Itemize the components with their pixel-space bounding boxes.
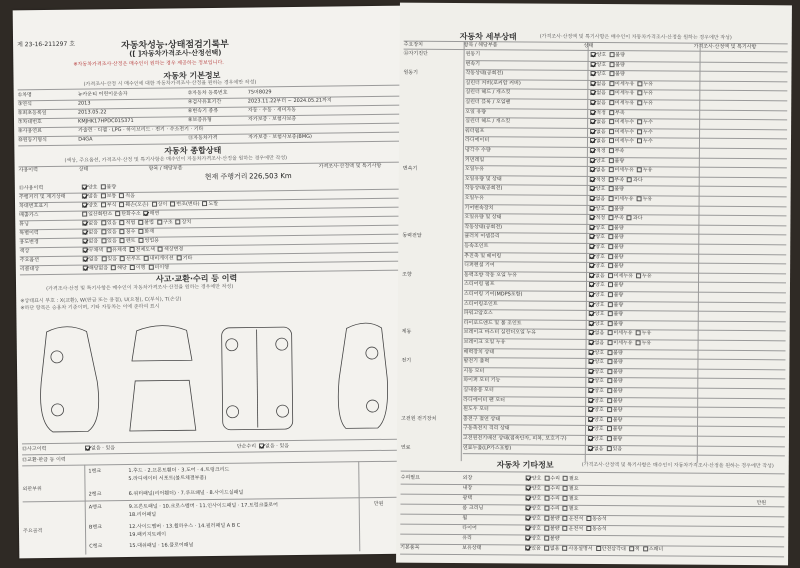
checkbox[interactable] xyxy=(101,256,106,261)
checkbox[interactable] xyxy=(608,302,613,307)
checkbox[interactable] xyxy=(590,100,595,105)
rankB-row: B랭크 12.사이드멤버 · 13.휠하우스 · 14.필러패널 A B C xyxy=(88,522,241,531)
checkbox[interactable] xyxy=(202,201,207,206)
checkbox[interactable] xyxy=(544,496,549,501)
checkbox[interactable] xyxy=(589,340,594,345)
detail-row: 구동축전지 격리 상태 양호 불량 xyxy=(462,425,623,433)
other-info-note: (가격조사·산정액 및 특기사항은 매수인이 자동차가격조사·산정을 원하는 경우에만 작성) xyxy=(581,461,774,470)
checkbox[interactable] xyxy=(590,148,595,153)
accident-title: 사고·교환·수리 등 이력 xyxy=(155,273,238,284)
checkbox[interactable] xyxy=(637,139,642,144)
rank1-row2: 5.라디에이터 서포트(볼트체결부품) xyxy=(128,475,207,483)
rankA-row: A랭크 9.프론트패널 · 10.크로스멤버 · 11.인사이드패널 · 17.트렁크플로어 xyxy=(88,502,278,511)
checkbox[interactable] xyxy=(589,292,594,297)
checkbox[interactable] xyxy=(607,321,612,326)
checkbox[interactable] xyxy=(637,81,642,86)
checkbox[interactable] xyxy=(525,496,530,501)
checkbox[interactable] xyxy=(158,247,163,252)
detail-row: 실린더 헤드 / 개스킷 없음 미세누수 누수 xyxy=(465,118,653,126)
checkbox[interactable] xyxy=(608,177,613,182)
checkbox[interactable] xyxy=(525,516,530,521)
other-unit: 만원 xyxy=(756,500,767,507)
detail-row: 스티어링조인트 양호 불량 xyxy=(463,300,624,308)
checkbox[interactable] xyxy=(589,254,594,259)
checkbox[interactable] xyxy=(590,177,595,182)
checkbox[interactable] xyxy=(609,138,614,143)
summary-row: 배출가스 일산화탄소 탄화수소 매연 xyxy=(19,210,160,219)
checkbox[interactable] xyxy=(138,238,143,243)
detail-row: 라디에이터 팬 모터 양호 불량 xyxy=(463,396,623,404)
checkbox[interactable] xyxy=(82,194,87,199)
checkbox[interactable] xyxy=(590,71,595,76)
checkbox[interactable] xyxy=(596,546,601,551)
checkbox[interactable] xyxy=(82,230,87,235)
checkbox[interactable] xyxy=(130,247,135,252)
other-info-title: 자동차 기타정보 xyxy=(496,460,554,470)
detail-row: 오일유량 및 상태 적정 부족 과다 xyxy=(464,175,643,184)
checkbox[interactable] xyxy=(608,263,613,268)
checkbox[interactable] xyxy=(589,321,594,326)
checkbox[interactable] xyxy=(637,129,642,134)
checkbox[interactable] xyxy=(588,436,593,441)
checkbox[interactable] xyxy=(607,340,612,345)
checkbox[interactable] xyxy=(157,220,162,225)
detail-row: 변속기 양호 불량 xyxy=(465,60,625,68)
frame-title: ⑬교환·판금 등 이력 xyxy=(22,456,66,464)
detail-row: 연료 연료누출(LP가스포함) 없음 있음 xyxy=(400,444,623,452)
doc-number: 제 23-16-211297 호 xyxy=(17,40,76,49)
checkbox[interactable] xyxy=(525,526,530,531)
car-left-side xyxy=(40,326,99,432)
checkbox[interactable] xyxy=(609,81,614,86)
basic-info-row: ⑦차대번호 KMJHK17HPDC015371 ⑧보증유형 자가보증 · 보험사보증 xyxy=(17,115,297,126)
checkbox[interactable] xyxy=(119,193,124,198)
car-diagram xyxy=(26,318,397,441)
other-info-row: 기본품목 보유상태 있음 없음 사용설명서 안전삼각대 잭 스패너 xyxy=(400,544,664,553)
detail-row: 실린더 헤드 / 개스킷 없음 미세누유 누유 xyxy=(465,89,654,97)
checkbox[interactable] xyxy=(608,196,613,201)
checkbox[interactable] xyxy=(637,100,642,105)
checkbox[interactable] xyxy=(608,186,613,191)
car-right-side xyxy=(337,323,388,429)
checkbox[interactable] xyxy=(144,256,149,261)
checkbox[interactable] xyxy=(590,110,595,115)
checkbox[interactable] xyxy=(608,254,613,259)
car-rear-view xyxy=(129,380,196,431)
checkbox[interactable] xyxy=(120,229,125,234)
detail-row: ⑭자기진단 원동기 양호 불량 xyxy=(403,50,625,59)
rank1-row: 1랭크 1.후드 · 2.프론트휀더 · 3.도어 · 4.트렁크리드 xyxy=(88,466,230,475)
detail-row: 기어변속장치 양호 불량 xyxy=(464,204,624,212)
checkbox[interactable] xyxy=(588,398,593,403)
checkbox[interactable] xyxy=(589,244,594,249)
detail-row: 고전원전기배선 상태(접속단자, 피복, 보호기구) 양호 불량 xyxy=(462,435,623,443)
checkbox[interactable] xyxy=(608,273,613,278)
checkbox[interactable] xyxy=(637,167,642,172)
accident-history-row: ⑫사고이력 없음 · 있음 단순수리 없음 · 있음 xyxy=(21,443,290,453)
checkbox[interactable] xyxy=(525,506,530,511)
checkbox[interactable] xyxy=(590,138,595,143)
legend: ※상태표시 부호 : X(교환), W(판금 또는 용접), U(요철), C(부식), T(손상) xyxy=(20,296,182,305)
checkbox[interactable] xyxy=(608,167,613,172)
summary-header: 사용이력 상태 항목 / 해당부품 가격조사·산정액 및 특기사항 xyxy=(18,162,382,174)
detail-row: 브레이크 오일 누유 없음 미세누유 누유 xyxy=(463,339,652,347)
checkbox[interactable] xyxy=(607,417,612,422)
checkbox[interactable] xyxy=(591,62,596,67)
checkbox[interactable] xyxy=(608,215,613,220)
other-info-row: 유리 양호 불량 xyxy=(462,535,560,542)
detail-row: 라디에이터 없음 미세누수 누수 xyxy=(464,137,653,145)
detail-row: 스티어링 펌프 양호 불량 xyxy=(463,281,624,289)
basic-info-note: (가격조사·산정 시 매수인에 대한 자동차가격조사·산정을 원하는 경우에만 작성) xyxy=(83,79,257,88)
checkbox[interactable] xyxy=(609,52,614,57)
other-info-row: 룸 크리닝 양호 수리 필요 xyxy=(462,505,579,512)
checkbox[interactable] xyxy=(589,311,594,316)
checkbox[interactable] xyxy=(589,350,594,355)
rankB-row2: 19.패키지트레이 xyxy=(129,531,167,539)
red-note: ※자동차가격조사·산정은 매수인이 원하는 경우 제공하는 정보입니다. xyxy=(73,59,224,68)
checkbox[interactable] xyxy=(607,398,612,403)
left-sheet xyxy=(13,6,412,559)
detail-row: 제동 브레이크 마스터 실린더오일 누유 없음 미세누유 누유 xyxy=(401,329,652,337)
checkbox[interactable] xyxy=(170,201,175,206)
checkbox[interactable] xyxy=(589,234,594,239)
checkbox[interactable] xyxy=(608,206,613,211)
checkbox[interactable] xyxy=(563,486,568,491)
checkbox[interactable] xyxy=(130,265,135,270)
checkbox[interactable] xyxy=(627,215,632,220)
checkbox[interactable] xyxy=(607,436,612,441)
rankA-row2: 18.리어패널 xyxy=(128,511,157,519)
checkbox[interactable] xyxy=(82,203,87,208)
checkbox[interactable] xyxy=(589,225,594,230)
detail-row: 작동상태(공회전) 양호 불량 xyxy=(464,223,624,232)
detail-row: 시동 모터 양호 불량 xyxy=(463,367,623,375)
checkbox[interactable] xyxy=(607,378,612,383)
checkbox[interactable] xyxy=(138,220,143,225)
summary-row: 주행거리 및 계기상태 많음 보통 적음 xyxy=(18,192,135,201)
checkbox[interactable] xyxy=(526,486,531,491)
detail-row: 변속기 오일누유 없음 미세누유 누유 xyxy=(402,165,653,174)
checkbox[interactable] xyxy=(588,446,593,451)
checkbox[interactable] xyxy=(636,273,641,278)
checkbox[interactable] xyxy=(607,311,612,316)
checkbox[interactable] xyxy=(544,506,549,511)
other-info-row: 수리필요 외장 양호 수리 필요 xyxy=(400,474,579,482)
mileage-readout: 현재 주행거리 226,503 Km xyxy=(204,172,292,182)
doc-subtitle: ([ ]자동차가격조사·산정선택) xyxy=(129,48,222,58)
checkbox[interactable] xyxy=(115,211,120,216)
checkbox[interactable] xyxy=(83,248,88,253)
checkbox[interactable] xyxy=(589,330,594,335)
basic-info-row: ⑩원동기형식 D4GA ⑪자동차가격 자가보증 · 보험사보증(BMG) xyxy=(18,133,313,144)
summary-row: ⑪사용이력 양호 불량 xyxy=(18,184,117,192)
checkbox[interactable] xyxy=(607,446,612,451)
basic-info-row: ⑨사용연료 가솔린 · 디젤 · LPG · 하이브리드 · 전기 · 수소전기 · 기타 xyxy=(18,126,204,135)
checkbox[interactable] xyxy=(590,167,595,172)
detail-row: 배력장치 상태 양호 불량 xyxy=(463,348,623,356)
checkbox[interactable] xyxy=(544,546,549,551)
detail-row: 스티어링 기어(MDPS포함) 양호 불량 xyxy=(463,291,624,299)
right-sheet xyxy=(396,3,792,566)
checkbox[interactable] xyxy=(590,196,595,201)
main-frame-label: 주요골격 xyxy=(22,528,43,535)
detail-row: 타이로드엔드 및 볼 조인트 양호 불량 xyxy=(463,319,624,328)
checkbox[interactable] xyxy=(100,184,105,189)
detail-row: 등속조인트 양호 불량 xyxy=(464,243,624,251)
checkbox[interactable] xyxy=(83,266,88,271)
detail-row: 오일유량 및 상태 적정 부족 과다 xyxy=(464,214,643,222)
checkbox[interactable] xyxy=(589,263,594,268)
checkbox[interactable] xyxy=(607,359,612,364)
summary-row: 주요옵션 없음 있음 선루프 내비게이션 기타 xyxy=(19,255,193,264)
checkbox[interactable] xyxy=(588,417,593,422)
checkbox[interactable] xyxy=(590,129,595,134)
checkbox[interactable] xyxy=(120,256,125,261)
summary-row: 특별이력 없음 있음 침수 화재 xyxy=(19,228,155,237)
checkbox[interactable] xyxy=(643,546,648,551)
detail-row: 와이퍼 모터 기능 양호 불량 xyxy=(463,377,623,385)
checkbox[interactable] xyxy=(607,407,612,412)
checkbox[interactable] xyxy=(636,331,641,336)
summary-row: 리콜대상 해당없음 해당 이행 미이행 xyxy=(19,264,170,273)
detail-row: 오일 유량 적정 부족 xyxy=(465,108,625,116)
checkbox[interactable] xyxy=(609,148,614,153)
checkbox[interactable] xyxy=(101,202,106,207)
detail-row: 고전원 전기장치 충전구 절연 상태 양호 불량 xyxy=(401,415,623,423)
checkbox[interactable] xyxy=(588,388,593,393)
checkbox[interactable] xyxy=(607,330,612,335)
checkbox[interactable] xyxy=(609,100,614,105)
detail-row: 파워고압호스 양호 불량 xyxy=(463,310,624,318)
checkbox[interactable] xyxy=(589,282,594,287)
detail-row: 디퍼렌셜 기어 양호 불량 xyxy=(464,262,624,270)
checkbox[interactable] xyxy=(590,158,595,163)
checkbox[interactable] xyxy=(101,229,106,234)
checkbox[interactable] xyxy=(586,526,591,531)
car-front-view xyxy=(132,325,192,361)
checkbox[interactable] xyxy=(588,407,593,412)
detail-row: 냉각수 수량 적정 부족 xyxy=(464,147,625,155)
checkbox[interactable] xyxy=(589,215,594,220)
detail-row: 오일누유 없음 미세누유 누유 xyxy=(464,195,653,203)
doc-title: 자동차성능·상태점검기록부 xyxy=(121,39,229,52)
detail-row: 커먼레일 양호 불량 xyxy=(464,156,625,164)
checkbox[interactable] xyxy=(590,81,595,86)
checkbox[interactable] xyxy=(525,536,530,541)
checkbox[interactable] xyxy=(526,476,531,481)
checkbox[interactable] xyxy=(608,244,613,249)
checkbox[interactable] xyxy=(609,110,614,115)
checkbox[interactable] xyxy=(563,526,568,531)
checkbox[interactable] xyxy=(101,238,106,243)
detail-row: 실린더 커버(로커암 커버) 없음 미세누유 누유 xyxy=(465,79,654,88)
checkbox[interactable] xyxy=(588,359,593,364)
checkbox[interactable] xyxy=(138,229,143,234)
checkbox[interactable] xyxy=(544,536,549,541)
checkbox[interactable] xyxy=(152,202,157,207)
detail-row: 윈도우 모터 양호 불량 xyxy=(463,406,623,414)
checkbox[interactable] xyxy=(607,369,612,374)
detail-row: 실내송풍 모터 양호 불량 xyxy=(463,387,623,395)
checkbox[interactable] xyxy=(607,388,612,393)
basic-info-title: 자동차 기본정보 xyxy=(163,70,221,81)
legend2: ※하단 항목은 승용차 기준이며, 기타 자동차는 이에 준하여 표시 xyxy=(20,303,160,312)
detail-note: (가격조사·산정액 및 특기사항은 매수인이 자동차가격조사·산정을 원하는 경우에만 작성) xyxy=(539,33,732,41)
checkbox[interactable] xyxy=(637,196,642,201)
checkbox[interactable] xyxy=(120,220,125,225)
detail-row: 동력전달 클러치 어셈블리 양호 불량 xyxy=(402,233,624,241)
detail-title: 자동차 세부상태 xyxy=(459,32,517,42)
basic-info-row: ①차명 뉴카운티 어린이운송자 ②자동차 등록번호 75머8029 xyxy=(17,89,272,99)
checkbox[interactable] xyxy=(119,202,124,207)
summary-note: (색상, 주요옵션, 가격조사·산정 및 특기사항은 매수인이 자동차가격조사·산정을 원하는 경우에만 작성) xyxy=(64,155,288,164)
checkbox[interactable] xyxy=(82,239,87,244)
checkbox[interactable] xyxy=(120,238,125,243)
other-info-row: 타이어 양호 불량 운전석 동승석 xyxy=(462,525,607,533)
other-info-row: 내장 양호 수리 필요 xyxy=(462,485,579,492)
summary-row: 용도변경 없음 있음 렌트 영업용 xyxy=(19,237,160,246)
checkbox[interactable] xyxy=(589,273,594,278)
checkbox[interactable] xyxy=(609,90,614,95)
checkbox[interactable] xyxy=(637,119,642,124)
checkbox[interactable] xyxy=(637,91,642,96)
detail-row: 워터펌프 없음 미세누수 누수 xyxy=(465,127,653,136)
checkbox[interactable] xyxy=(544,526,549,531)
checkbox[interactable] xyxy=(525,546,530,551)
detail-row: 전기 발전기 출력 양호 불량 xyxy=(401,357,623,366)
basic-info-row: ③연식 2013 ④검사유효기간 2023.11.22부터 ~ 2024.05.21까지 xyxy=(17,97,332,108)
checkbox[interactable] xyxy=(590,206,595,211)
checkbox[interactable] xyxy=(588,426,593,431)
checkbox[interactable] xyxy=(609,119,614,124)
checkbox[interactable] xyxy=(82,212,87,217)
detail-row: 작동상태(공회전) 양호 불량 xyxy=(464,185,625,193)
detail-row: 실린더 블록 / 오일팬 없음 미세누유 누유 xyxy=(465,99,653,107)
unit-label: 만원 xyxy=(373,500,384,508)
checkbox[interactable] xyxy=(590,186,595,191)
checkbox[interactable] xyxy=(607,426,612,431)
summary-row: 차대번호표기 양호 부식 훼손(오손) 상이 변조(변타) 도말 xyxy=(19,200,219,210)
checkbox[interactable] xyxy=(563,476,568,481)
checkbox[interactable] xyxy=(609,158,614,163)
other-info-row: 휠 양호 불량 운전석 동승석 xyxy=(462,515,607,523)
checkbox[interactable] xyxy=(609,71,614,76)
summary-title: 자동차 종합상태 xyxy=(164,145,222,156)
checkbox[interactable] xyxy=(82,221,87,226)
checkbox[interactable] xyxy=(629,546,634,551)
checkbox[interactable] xyxy=(563,516,568,521)
checkbox[interactable] xyxy=(176,219,181,224)
detail-header: 주요장치 항목 / 해당부품 상태 가격조사·산정액 및 특기사항 xyxy=(403,41,757,51)
checkbox[interactable] xyxy=(144,211,149,216)
checkbox[interactable] xyxy=(563,496,568,501)
basic-info-row: ⑤최초등록일 2013.05.22 ⑥변속기 종류 자동 · 수동 · 세미자동 xyxy=(17,106,297,117)
checkbox[interactable] xyxy=(101,193,106,198)
checkbox[interactable] xyxy=(590,119,595,124)
summary-row: 튜닝 없음 있음 적법 불법 구조 장치 xyxy=(19,219,192,228)
summary-row: 색상 무채색 유채색 전체도색 색상변경 xyxy=(19,246,184,255)
checkbox[interactable] xyxy=(82,185,87,190)
accident-note: (가격조사·산정 및 특기사항은 매수인이 자동차가격조사·산정을 원하는 경우에만 작성) xyxy=(46,283,234,293)
checkbox[interactable] xyxy=(588,378,593,383)
rank2-row: 2랭크 6.쿼터패널(리어휀더) · 7.루프패널 · 8.사이드실패널 xyxy=(88,489,244,498)
checkbox[interactable] xyxy=(83,257,88,262)
checkbox[interactable] xyxy=(636,340,641,345)
outer-panel-label: 외판부위 xyxy=(22,486,42,493)
checkbox[interactable] xyxy=(111,265,116,270)
checkbox[interactable] xyxy=(608,282,613,287)
checkbox[interactable] xyxy=(544,516,549,521)
checkbox[interactable] xyxy=(586,516,591,521)
checkbox[interactable] xyxy=(177,255,182,260)
checkbox[interactable] xyxy=(148,265,153,270)
checkbox[interactable] xyxy=(106,247,111,252)
detail-row: 추진축 및 베어링 양호 불량 xyxy=(464,252,624,260)
checkbox[interactable] xyxy=(608,225,613,230)
checkbox[interactable] xyxy=(544,476,549,481)
checkbox[interactable] xyxy=(609,62,614,67)
checkbox[interactable] xyxy=(627,177,632,182)
checkbox[interactable] xyxy=(544,486,549,491)
checkbox[interactable] xyxy=(101,220,106,225)
rankC-row: C랭크 15.대쉬패널 · 16.플로어패널 xyxy=(89,542,194,550)
checkbox[interactable] xyxy=(588,369,593,374)
checkbox[interactable] xyxy=(562,546,567,551)
checkbox[interactable] xyxy=(608,234,613,239)
checkbox[interactable] xyxy=(609,129,614,134)
checkbox[interactable] xyxy=(589,302,594,307)
checkbox[interactable] xyxy=(563,506,568,511)
detail-row: 조향 동력조향 작동 오일 누유 없음 미세누유 누유 xyxy=(402,271,652,280)
checkbox[interactable] xyxy=(591,52,596,57)
checkbox[interactable] xyxy=(607,350,612,355)
checkbox[interactable] xyxy=(590,90,595,95)
other-info-row: 광택 양호 수리 필요 xyxy=(462,495,579,502)
detail-row: 원동기 작동상태(공회전) 양호 불량 xyxy=(403,69,625,78)
checkbox[interactable] xyxy=(608,292,613,297)
